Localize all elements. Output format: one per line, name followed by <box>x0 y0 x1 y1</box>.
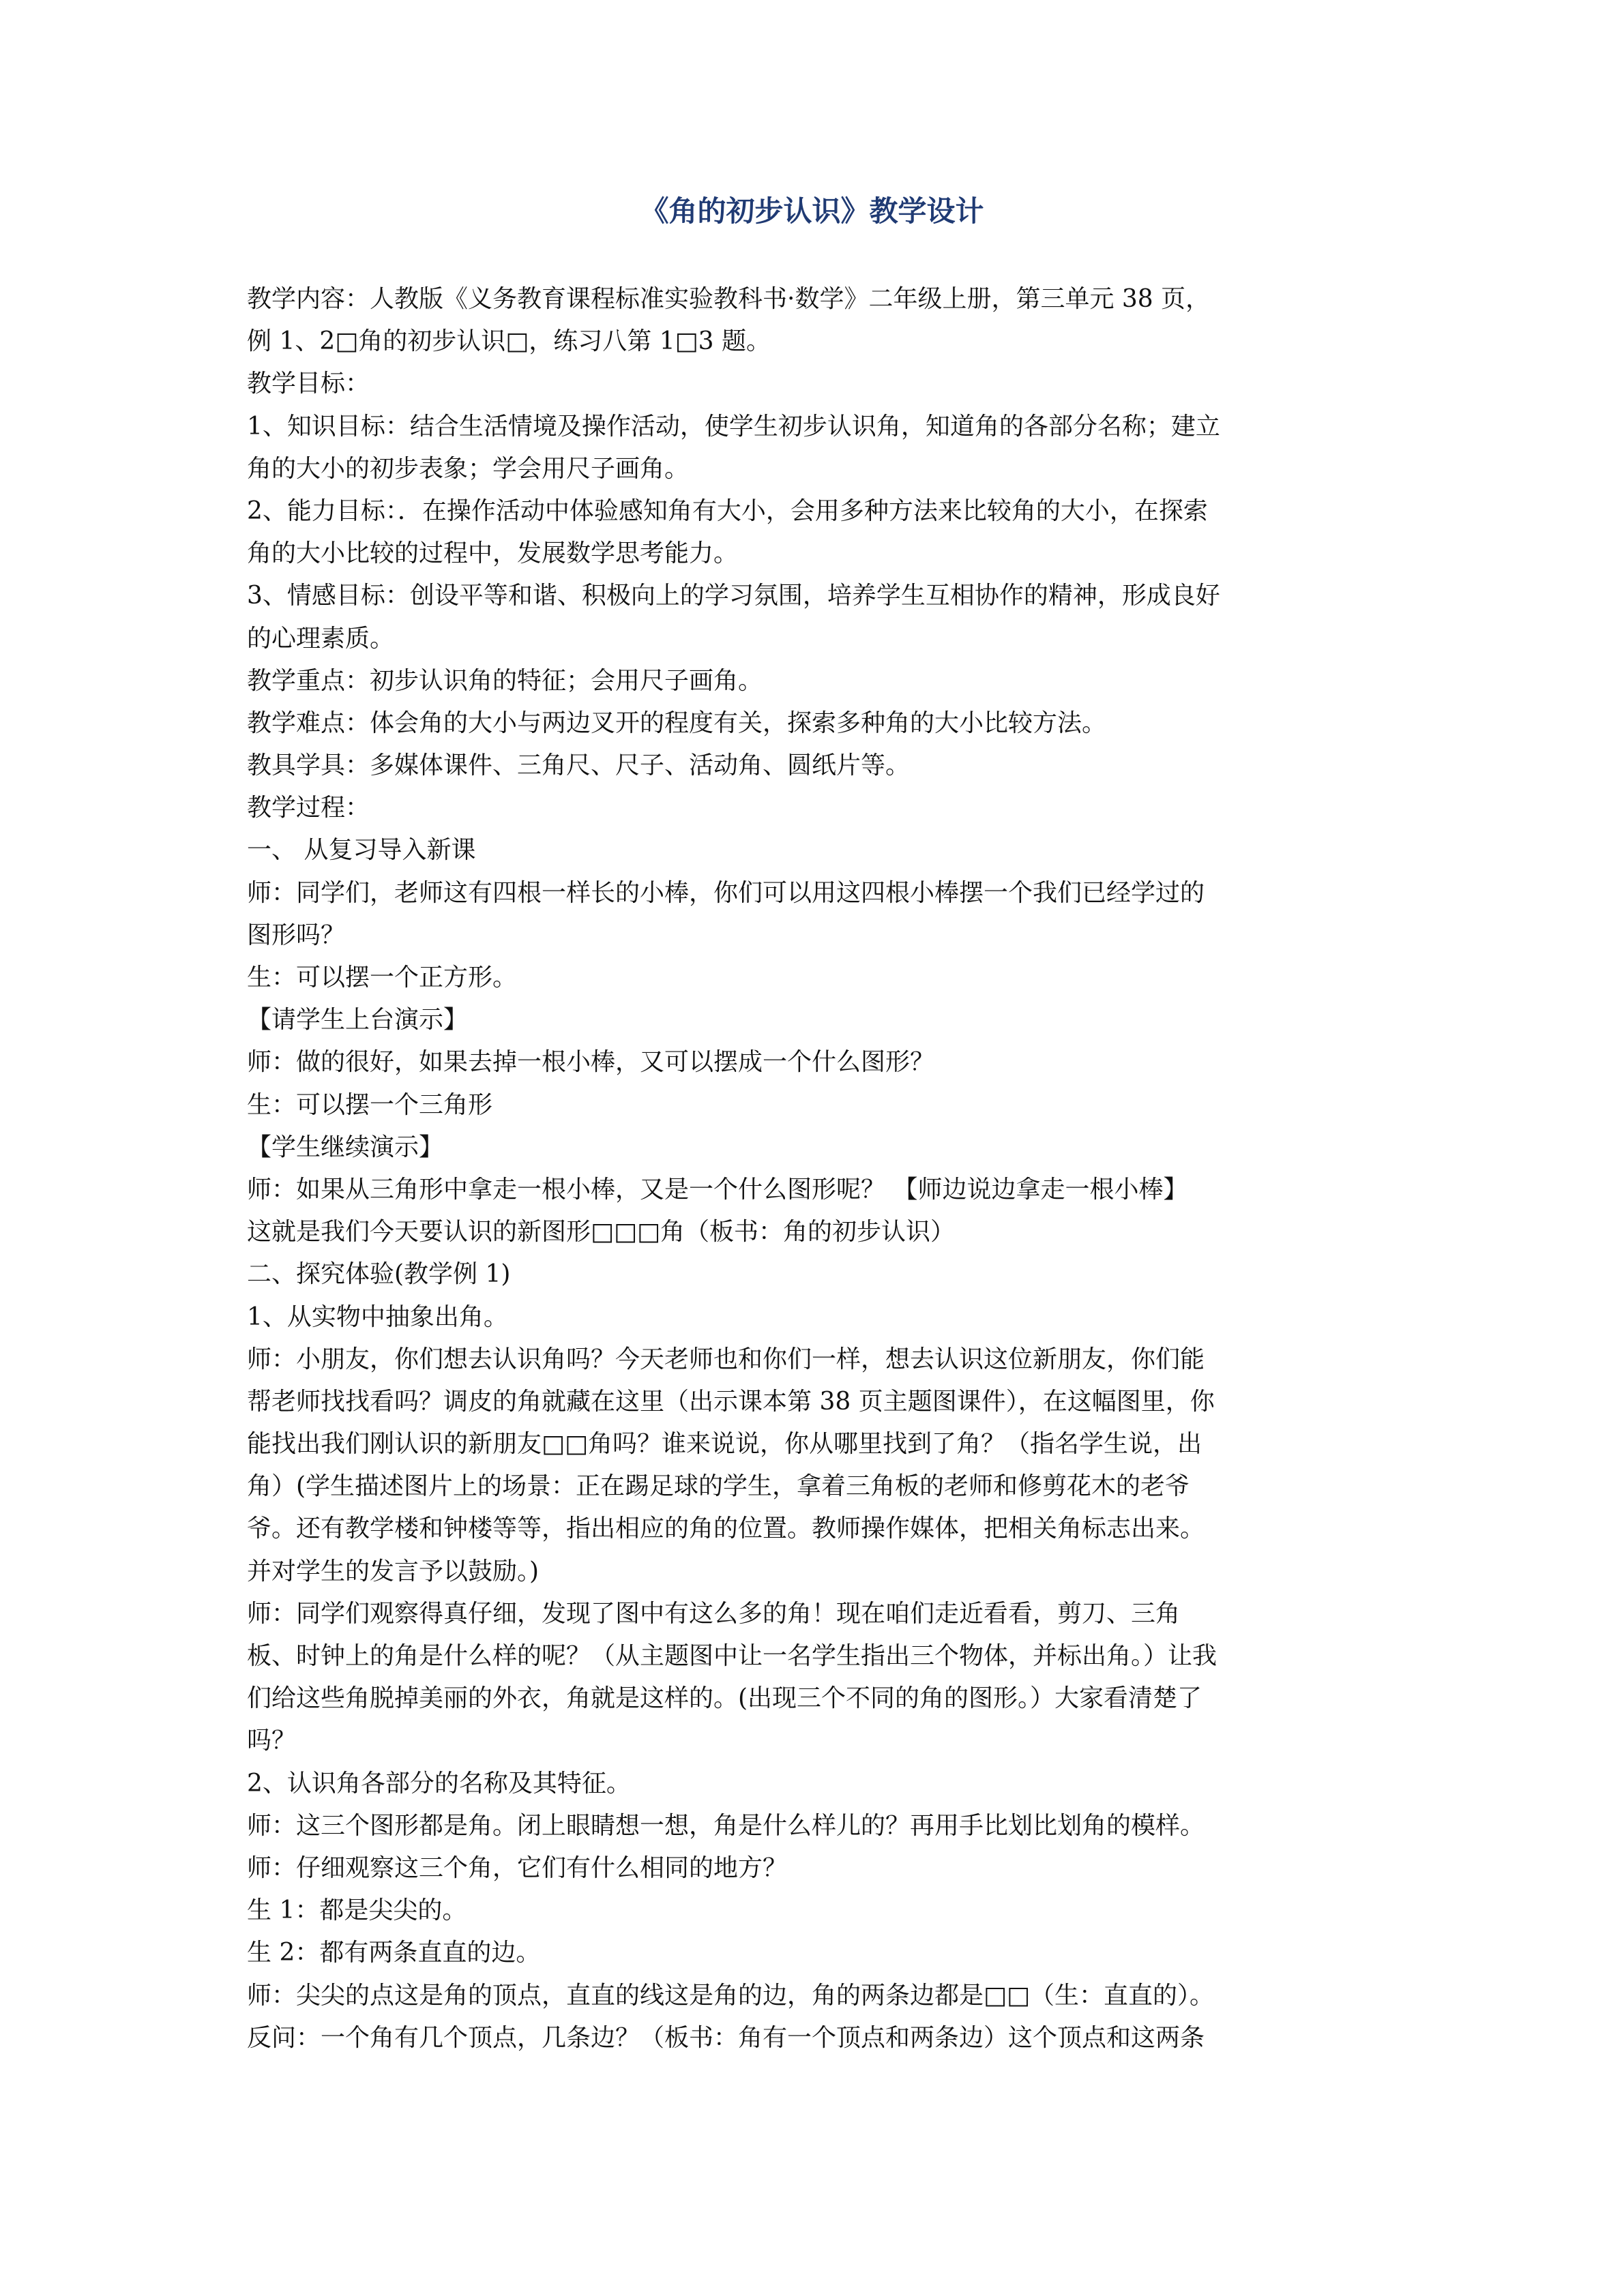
body-line: 生：可以摆一个三角形 <box>247 1090 493 1119</box>
body-line: 例 1、2□角的初步认识□，练习八第 1□3 题。 <box>247 327 771 356</box>
body-line: 1、从实物中抽象出角。 <box>247 1302 508 1331</box>
body-line: 师：尖尖的点这是角的顶点，直直的线这是角的边，角的两条边都是□□（生：直直的）。 <box>247 1981 1215 2010</box>
body-line: 师：同学们观察得真仔细，发现了图中有这么多的角！现在咱们走近看看，剪刀、三角 <box>247 1599 1181 1628</box>
body-line: 帮老师找找看吗？调皮的角就藏在这里（出示课本第 38 页主题图课件），在这幅图里，你 <box>247 1387 1215 1416</box>
body-line: 生：可以摆一个正方形。 <box>247 964 518 992</box>
body-line: 教学重点：初步认识角的特征；会用尺子画角。 <box>247 666 763 695</box>
body-line: 师：小朋友，你们想去认识角吗？今天老师也和你们一样，想去认识这位新朋友，你们能 <box>247 1345 1205 1373</box>
body-line: 生 1：都是尖尖的。 <box>247 1896 467 1925</box>
body-line: 并对学生的发言予以鼓励。) <box>247 1557 540 1585</box>
body-line: 能找出我们刚认识的新朋友□□角吗？谁来说说，你从哪里找到了角？（指名学生说，出 <box>247 1430 1202 1459</box>
body-line: 教学目标： <box>247 370 370 398</box>
body-line: 二、探究体验(教学例 1) <box>247 1260 511 1289</box>
body-line: 一、 从复习导入新课 <box>247 836 476 865</box>
body-line: 生 2：都有两条直直的边。 <box>247 1939 541 1967</box>
body-line: 师：仔细观察这三个角，它们有什么相同的地方？ <box>247 1853 788 1882</box>
body-line: 角的大小比较的过程中，发展数学思考能力。 <box>247 539 739 568</box>
body-line: 角的大小的初步表象；学会用尺子画角。 <box>247 454 690 483</box>
body-line: 师：同学们，老师这有四根一样长的小棒，你们可以用这四根小棒摆一个我们已经学过的 <box>247 878 1205 907</box>
body-line: 【请学生上台演示】 <box>247 1006 469 1034</box>
body-line: 角）(学生描述图片上的场景：正在踢足球的学生，拿着三角板的老师和修剪花木的老爷 <box>247 1472 1190 1501</box>
body-line: 1、知识目标：结合生活情境及操作活动，使学生初步认识角，知道角的各部分名称；建立 <box>247 412 1220 441</box>
body-line: 爷。还有教学楼和钟楼等等，指出相应的角的位置。教师操作媒体，把相关角标志出来。 <box>247 1515 1205 1543</box>
body-line: 师：如果从三角形中拿走一根小棒，又是一个什么图形呢？ 【师边说边拿走一根小棒】 <box>247 1175 1188 1204</box>
document-title: 《角的初步认识》教学设计 <box>640 194 984 228</box>
body-line: 2、能力目标：．在操作活动中体验感知角有大小，会用多种方法来比较角的大小，在探索 <box>247 496 1208 525</box>
body-line: 教具学具：多媒体课件、三角尺、尺子、活动角、圆纸片等。 <box>247 751 911 780</box>
body-line: 教学内容：人教版《义务教育课程标准实验教科书·数学》二年级上册，第三单元 38 页， <box>247 285 1211 313</box>
body-line: 板、时钟上的角是什么样的呢？（从主题图中让一名学生指出三个物体，并标出角。）让我 <box>247 1642 1217 1670</box>
body-line: 这就是我们今天要认识的新图形□□□角（板书：角的初步认识） <box>247 1218 956 1247</box>
document-body <box>247 278 1383 2059</box>
body-line: 教学过程： <box>247 794 370 822</box>
body-line: 2、认识角各部分的名称及其特征。 <box>247 1769 631 1798</box>
body-line: 师：做的很好，如果去掉一根小棒，又可以摆成一个什么图形？ <box>247 1048 935 1077</box>
body-line: 吗？ <box>247 1727 297 1755</box>
body-line: 反问：一个角有几个顶点，几条边？（板书：角有一个顶点和两条边）这个顶点和这两条 <box>247 2023 1205 2052</box>
body-line: 师：这三个图形都是角。闭上眼睛想一想，角是什么样儿的？再用手比划比划角的模样。 <box>247 1811 1205 1840</box>
body-line: 图形吗？ <box>247 921 346 949</box>
body-line: 们给这些角脱掉美丽的外衣，角就是这样的。(出现三个不同的角的图形。）大家看清楚了 <box>247 1684 1202 1713</box>
body-line: 教学难点：体会角的大小与两边叉开的程度有关，探索多种角的大小比较方法。 <box>247 709 1107 737</box>
body-line: 的心理素质。 <box>247 624 395 653</box>
body-line: 3、情感目标：创设平等和谐、积极向上的学习氛围，培养学生互相协作的精神，形成良好 <box>247 582 1220 610</box>
body-line: 【学生继续演示】 <box>247 1133 444 1161</box>
